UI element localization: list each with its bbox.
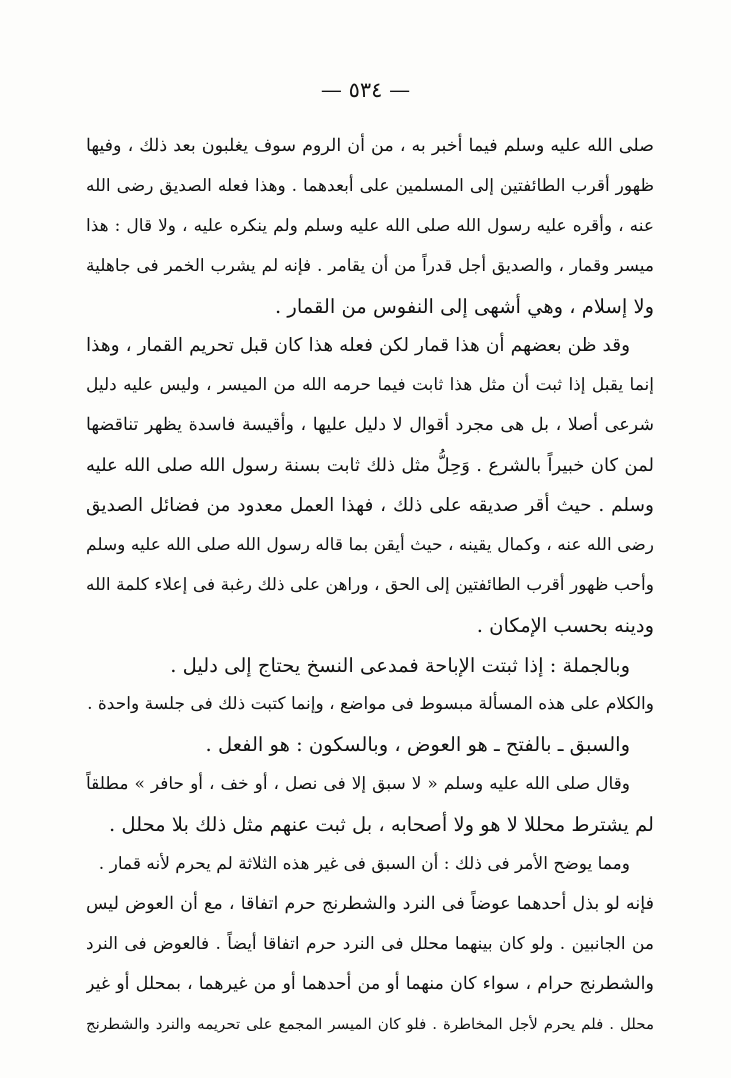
text-line: وأحب ظهور أقرب الطائفتين إلى الحق ، وراهن على ذلك رغبة فى إعلاء كلمة الله xyxy=(86,574,654,595)
text-line: شرعى أصلا ، بل هى مجرد أقوال لا دليل عليها ، وأقيسة فاسدة يظهر تناقضها xyxy=(86,415,654,436)
text-line: صلى الله عليه وسلم فيما أخبر به ، من أن الروم سوف يغلبون بعد ذلك ، وفيها xyxy=(86,136,654,156)
text-line: ومما يوضح الأمر فى ذلك : أن السبق فى غير هذه الثلاثة لم يحرم لأنه قمار . xyxy=(98,854,630,875)
text-line: من الجانبين . ولو كان بينهما محلل فى النرد حرم اتفاقا أيضاً . فالعوض فى النرد xyxy=(86,933,654,954)
text-line: ميسر وقمار ، والصديق أجل قدراً من أن يقامر . فإنه لم يشرب الخمر فى جاهلية xyxy=(86,255,654,276)
text-line: ودينه بحسب الإمكان . xyxy=(476,613,654,637)
text-line: وبالجملة : إذا ثبتت الإباحة فمدعى النسخ يحتاج إلى دليل . xyxy=(170,653,630,677)
text-line: إنما يقبل إذا ثبت أن مثل هذا ثابت فيما حرمه الله من الميسر ، وليس عليه دليل xyxy=(86,375,654,396)
text-line: وقد ظن بعضهم أن هذا قمار لكن فعله هذا كان قبل تحريم القمار ، وهذا xyxy=(86,335,630,357)
text-line: لمن كان خبيراً بالشرع . وَحِلُّ مثل ذلك ثابت بسنة رسول الله صلى الله عليه xyxy=(86,455,654,477)
text-line: وسلم . حيث أقر صديقه على ذلك ، فهذا العمل معدود من فضائل الصديق xyxy=(86,495,654,517)
text-line: عنه ، وأقره عليه رسول الله صلى الله عليه وسلم ولم ينكره عليه ، ولا قال : هذا xyxy=(86,215,654,236)
text-line: لم يشترط محللا لا هو ولا أصحابه ، بل ثبت عنهم مثل ذلك بلا محلل . xyxy=(108,813,654,837)
page-number: — ٥٣٤ — xyxy=(320,78,411,102)
text-line: والشطرنج حرام ، سواء كان منهما أو من أحدهما أو من غيرهما ، بمحلل أو غير xyxy=(86,973,654,994)
text-line: والكلام على هذه المسألة مبسوط فى مواضع ، وإنما كتبت ذلك فى جلسة واحدة . xyxy=(87,694,654,715)
text-line: وقال صلى الله عليه وسلم « لا سبق إلا فى نصل ، أو خف ، أو حافر » مطلقاً xyxy=(86,774,630,795)
text-line: ظهور أقرب الطائفتين إلى المسلمين على أبعدهما . وهذا فعله الصديق رضى الله xyxy=(86,175,654,196)
text-line: رضى الله عنه ، وكمال يقينه ، حيث أيقن بما قاله رسول الله صلى الله عليه وسلم xyxy=(86,534,654,555)
text-line: فإنه لو بذل أحدهما عوضاً فى النرد والشطرنج حرم اتفاقا ، مع أن العوض ليس xyxy=(86,893,654,914)
body-text xyxy=(86,127,654,1044)
text-line: والسبق ـ بالفتح ـ هو العوض ، وبالسكون : هو الفعل . xyxy=(205,733,630,757)
text-line: ولا إسلام ، وهي أشهى إلى النفوس من القمار . xyxy=(275,294,654,318)
text-line: محلل . فلم يحرم لأجل المخاطرة . فلو كان الميسر المجمع على تحريمه والنرد والشطرنج xyxy=(86,1014,654,1033)
